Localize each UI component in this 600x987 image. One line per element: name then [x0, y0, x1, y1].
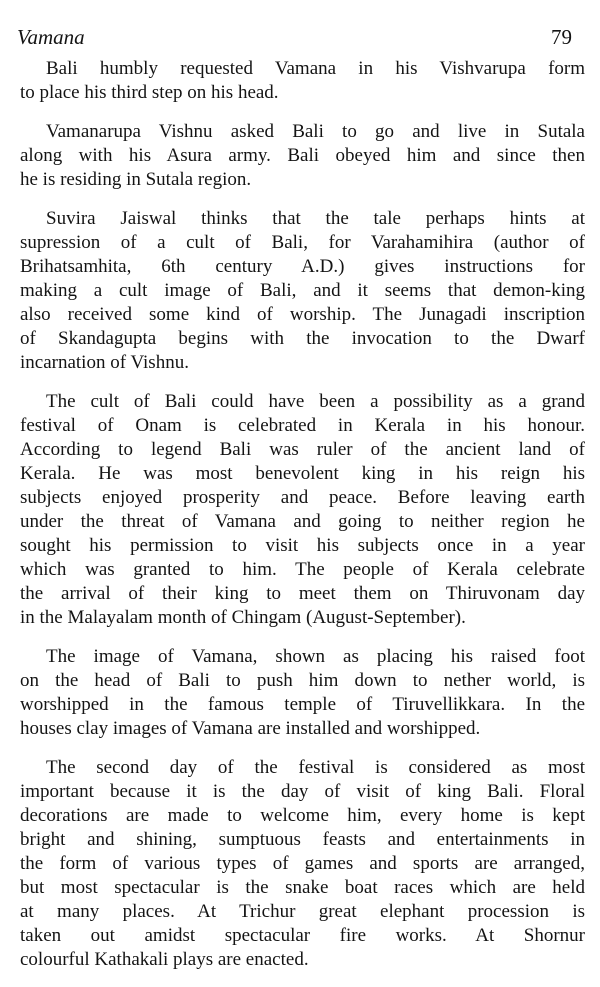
paragraph-1	[20, 57, 585, 105]
text-line: Bali humbly requested Vamana in his Vishvarupa form	[46, 58, 585, 79]
text-line: decorations are made to welcome him, every home is kept	[20, 805, 585, 826]
text-line: Suvira Jaiswal thinks that the tale perhaps hints at	[46, 208, 585, 229]
text-line: houses clay images of Vamana are installed and worshipped.	[20, 718, 481, 739]
text-line: also received some kind of worship. The Junagadi inscription	[20, 304, 585, 325]
text-line: but most spectacular is the snake boat races which are held	[20, 877, 585, 898]
text-line: The cult of Bali could have been a possibility as a grand	[46, 391, 585, 412]
paragraph-3	[20, 207, 585, 375]
text-line: supression of a cult of Bali, for Varahamihira (author of	[20, 232, 585, 253]
text-line: bright and shining, sumptuous feasts and entertainments in	[20, 829, 585, 850]
text-line: incarnation of Vishnu.	[20, 352, 189, 373]
text-line: making a cult image of Bali, and it seems that demon-king	[20, 280, 585, 301]
text-line: under the threat of Vamana and going to neither region he	[20, 511, 585, 532]
text-line: worshipped in the famous temple of Tiruvellikkara. In the	[20, 694, 585, 715]
paragraph-5	[20, 645, 585, 741]
text-line: Brihatsamhita, 6th century A.D.) gives instructions for	[20, 256, 585, 277]
text-line: the arrival of their king to meet them on Thiruvonam day	[20, 583, 585, 604]
text-line: the form of various types of games and sports are arranged,	[20, 853, 585, 874]
text-line: festival of Onam is celebrated in Kerala in his honour.	[20, 415, 585, 436]
text-line: on the head of Bali to push him down to nether world, is	[20, 670, 585, 691]
body-text	[20, 57, 585, 987]
paragraph-2	[20, 120, 585, 192]
text-line: According to legend Bali was ruler of the ancient land of	[20, 439, 585, 460]
text-line: which was granted to him. The people of Kerala celebrate	[20, 559, 585, 580]
text-line: he is residing in Sutala region.	[20, 169, 252, 190]
text-line: to place his third step on his head.	[20, 82, 279, 103]
text-line: sought his permission to visit his subjects once in a year	[20, 535, 585, 556]
paragraph-6	[20, 756, 585, 972]
page-number: 79	[551, 25, 572, 49]
text-line: Kerala. He was most benevolent king in his reign his	[20, 463, 585, 484]
text-line: colourful Kathakali plays are enacted.	[20, 949, 309, 970]
paragraph-4	[20, 390, 585, 630]
text-line: important because it is the day of visit of king Bali. Floral	[20, 781, 585, 802]
text-line: taken out amidst spectacular fire works. At Shornur	[20, 925, 585, 946]
text-line: Vamanarupa Vishnu asked Bali to go and live in Sutala	[46, 121, 585, 142]
text-line: The second day of the festival is considered as most	[46, 757, 585, 778]
text-line: in the Malayalam month of Chingam (August-September).	[20, 607, 466, 628]
text-line: subjects enjoyed prosperity and peace. Before leaving earth	[20, 487, 585, 508]
text-line: at many places. At Trichur great elephant procession is	[20, 901, 585, 922]
running-head: Vamana	[17, 25, 85, 49]
text-line: of Skandagupta begins with the invocation to the Dwarf	[20, 328, 585, 349]
text-line: along with his Asura army. Bali obeyed him and since then	[20, 145, 585, 166]
text-line: The image of Vamana, shown as placing his raised foot	[46, 646, 585, 667]
